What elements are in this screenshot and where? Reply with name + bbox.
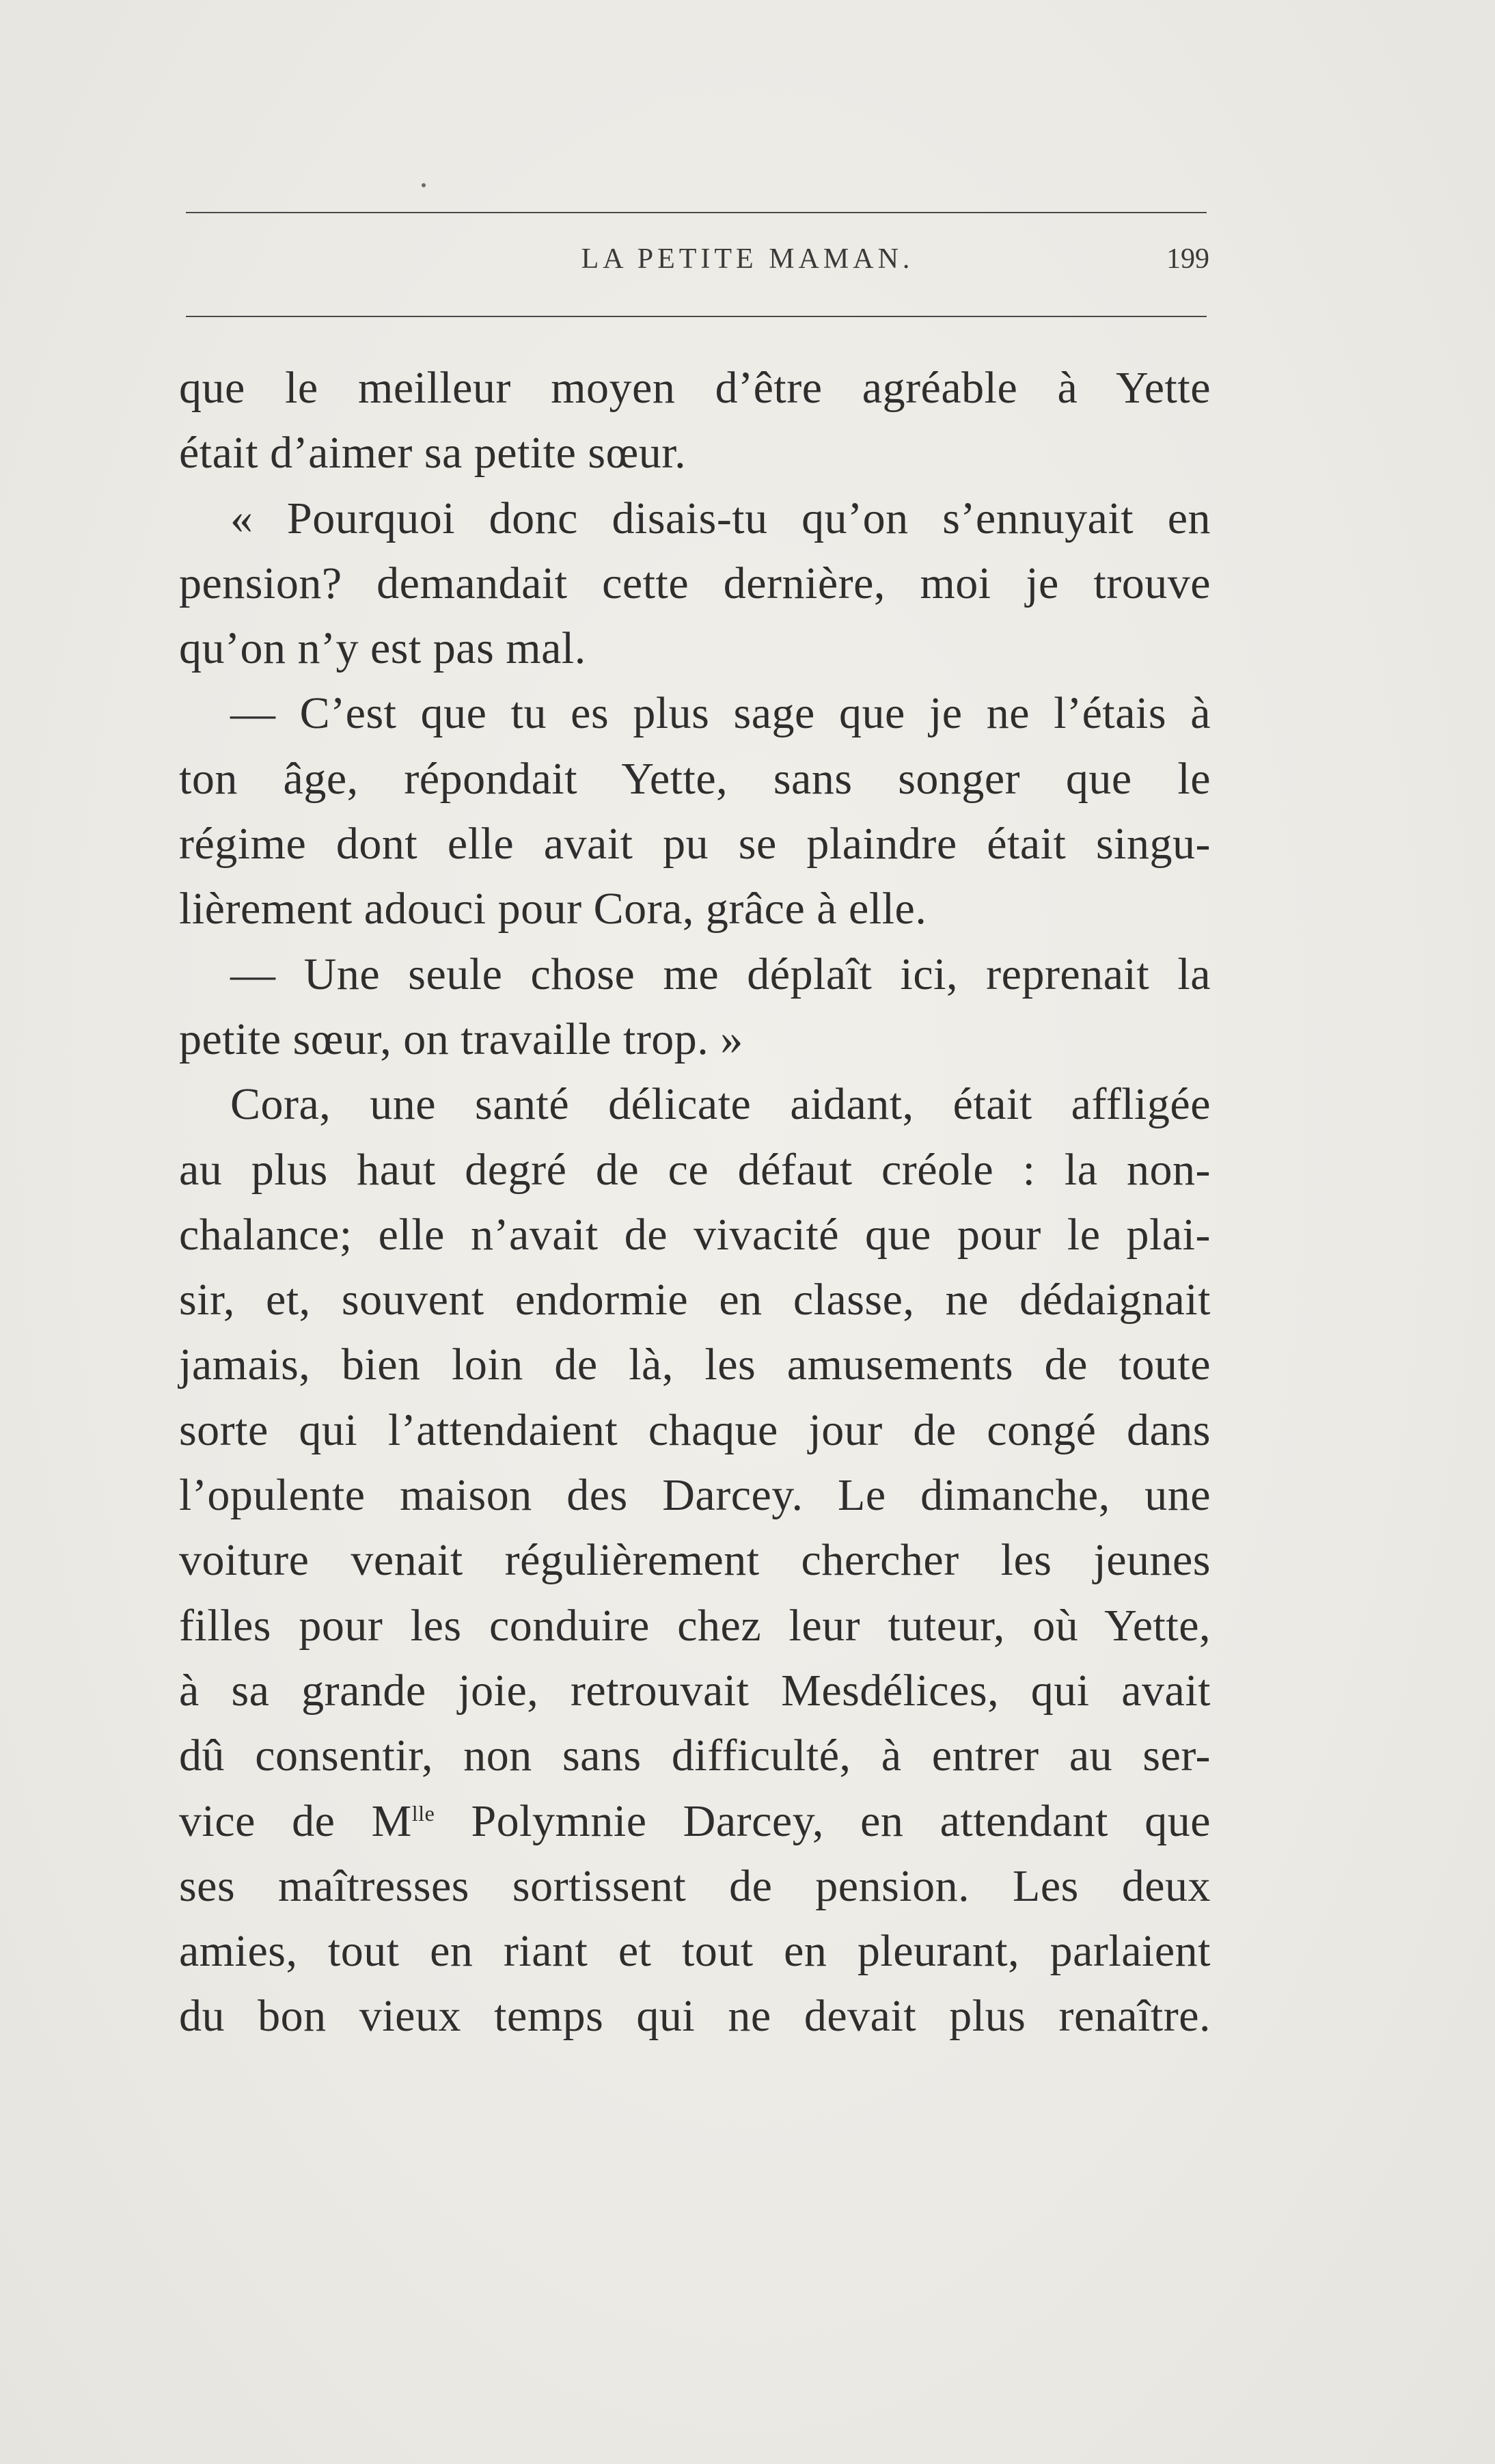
text-line: filles pour les conduire chez leur tuteur, où Yette, [179,1600,1211,1651]
header-rule-top [186,212,1207,213]
text-line: du bon vieux temps qui ne devait plus renaître. [179,1991,1211,2042]
text-line: que le meilleur moyen d’être agréable à Yette [179,363,1211,413]
superscript-abbrev: lle [411,1800,435,1826]
text-line: qu’on n’y est pas mal. [179,623,586,674]
text-line: au plus haut degré de ce défaut créole : la non- [179,1144,1211,1195]
text-line: était d’aimer sa petite sœur. [179,428,687,478]
text-line: amies, tout en riant et tout en pleurant, parlaient [179,1926,1211,1977]
text-line: chalance; elle n’avait de vivacité que pour le plai- [179,1209,1211,1260]
text-line: pension? demandait cette dernière, moi je trouve [179,558,1211,608]
text-line: ton âge, répondait Yette, sans songer que le [179,753,1211,804]
text-fragment: Polymnie Darcey, en attendant que [435,1796,1211,1846]
text-line: « Pourquoi donc disais-tu qu’on s’ennuyait en [230,493,1211,543]
text-line: l’opulente maison des Darcey. Le dimanche, une [179,1470,1211,1521]
text-line: — Une seule chose me déplaît ici, reprenait la [230,949,1211,999]
text-line: voiture venait régulièrement chercher les jeunes [179,1535,1211,1586]
text-line: sorte qui l’attendaient chaque jour de congé dans [179,1405,1211,1455]
text-line: Cora, une santé délicate aidant, était affligée [230,1079,1211,1130]
ink-speck [422,183,426,187]
page-number: 199 [1166,243,1209,275]
text-fragment: vice de M [179,1796,412,1846]
text-line: dû consentir, non sans difficulté, à entrer au ser- [179,1731,1211,1781]
text-line: jamais, bien loin de là, les amusements de toute [179,1340,1211,1390]
text-line: régime dont elle avait pu se plaindre était singu- [179,819,1211,869]
body-text [179,355,1211,2049]
text-line-mlle [179,1789,1211,1854]
text-line: lièrement adouci pour Cora, grâce à elle. [179,884,927,934]
text-line: à sa grande joie, retrouvait Mesdélices, qui avait [179,1665,1211,1716]
header-rule-bottom [186,316,1207,317]
text-line: petite sœur, on travaille trop. » [179,1014,743,1064]
text-line: ses maîtresses sortissent de pension. Les deux [179,1860,1211,1911]
running-title: LA PETITE MAMAN. [581,243,914,275]
text-line: sir, et, souvent endormie en classe, ne dédaignait [179,1275,1211,1325]
text-line: — C’est que tu es plus sage que je ne l’étais à [230,688,1211,739]
